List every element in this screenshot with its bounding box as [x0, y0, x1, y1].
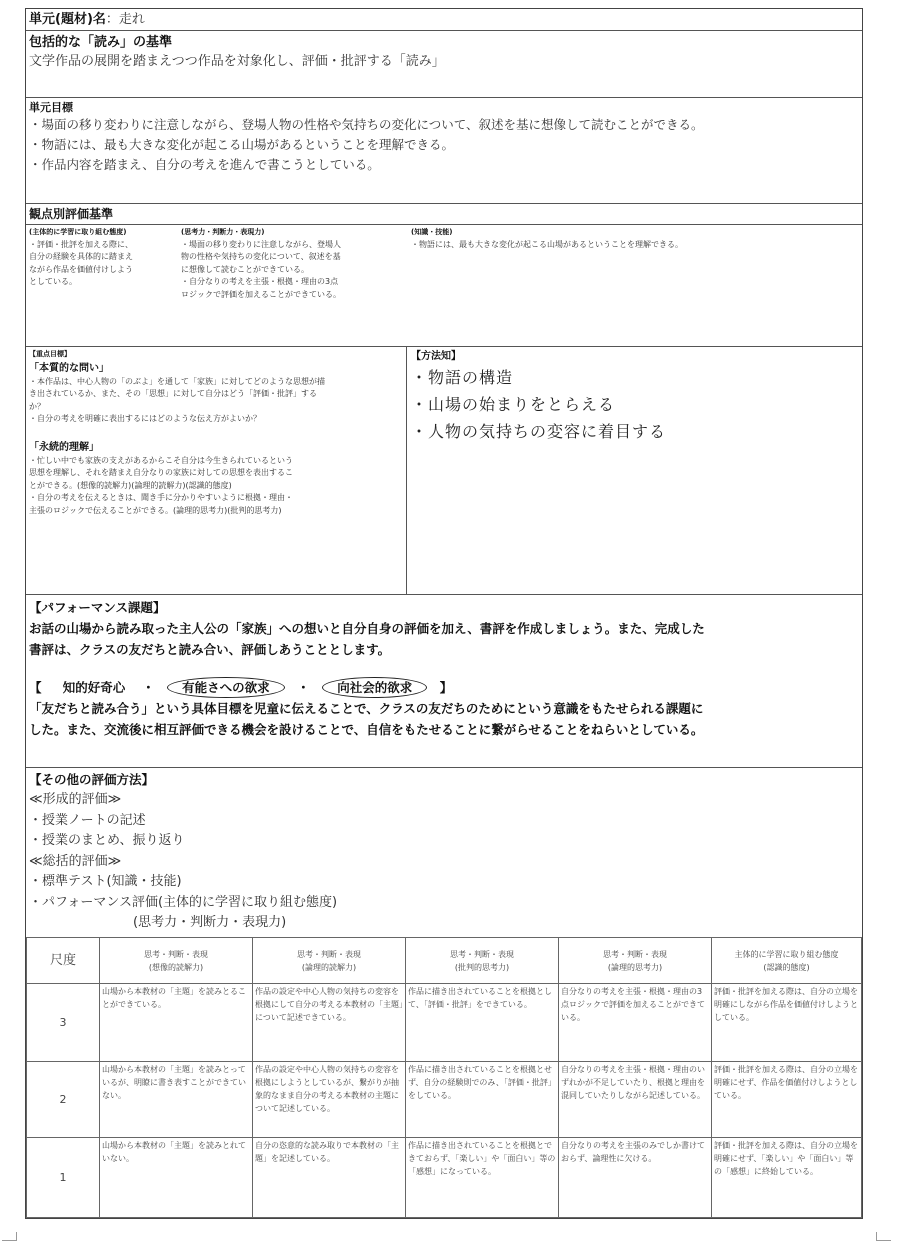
criteria-col-knowledge	[411, 227, 859, 301]
rubric-cell: 山場から本教材の「主題」を読みとっているが、明瞭に書き表すことができていない。	[100, 1062, 253, 1138]
criteria-col-title: (知識・技能)	[411, 228, 453, 236]
motive-prosocial-circled: 向社会的欲求	[322, 677, 427, 698]
rubric-cell: 作品の設定や中心人物の気持ちの変容を根拠にして自分の考える本教材の「主題」について記述できている。	[253, 984, 406, 1062]
criteria-line: としている。	[29, 277, 77, 286]
motive-separator: ・	[142, 680, 155, 695]
performance-aim-line: した。また、交流後に相互評価できる機会を設けることで、自信をもたせることに繋がらせることをねらいとしている。	[29, 722, 704, 737]
criteria-line: 物の性格や気持ちの変化について、叙述を基	[181, 252, 341, 261]
rubric-header-row	[27, 938, 862, 984]
rubric-cell: 自分なりの考えを主張のみでしか書けておらず、論理性に欠ける。	[559, 1138, 712, 1218]
performance-task-line: お話の山場から読み取った主人公の「家族」への想いと自分自身の評価を加え、書評を作成しましょう。また、完成した	[29, 621, 705, 636]
criteria-line: ・物語には、最も大きな変化が起こる山場があるということを理解できる。	[411, 239, 683, 249]
rubric-cell: 山場から本教材の「主題」を読みとることができている。	[100, 984, 253, 1062]
criteria-line: 自分の経験を具体的に踏まえ	[29, 252, 133, 261]
other-eval-line: ・授業のまとめ、振り返り	[29, 833, 185, 848]
enduring-understanding-line: 思想を理解し、それを踏まえ自分なりの家族に対しての思想を表出するこ	[29, 468, 293, 477]
unit-title-row	[26, 9, 862, 31]
performance-heading: 【パフォーマンス課題】	[29, 600, 166, 615]
method-item: ・山場の始まりをとらえる	[411, 395, 616, 414]
criteria-line: ロジックで評価を加えることができている。	[181, 289, 341, 299]
criteria-line: ながら作品を価値付けしよう	[29, 264, 133, 274]
essential-question-line: ・本作品は、中心人物の「のぶよ」を通して「家族」に対してどのような思想が描	[29, 376, 325, 386]
method-heading: 【方法知】	[411, 351, 461, 362]
criteria-heading: 観点別評価基準	[26, 204, 862, 225]
rubric-col-header: 思考・判断・表現 (論理的思考力)	[559, 938, 712, 984]
essential-question-line: か？	[29, 401, 45, 411]
unit-goals-heading: 単元目標	[29, 101, 73, 114]
criteria-col-title: (主体的に学習に取り組む態度)	[29, 228, 127, 236]
enduring-understanding-line: ・自分の考えを伝えるときは、聞き手に分かりやすいように根拠・理由・	[29, 493, 293, 502]
page-corner-mark	[876, 1232, 891, 1241]
other-eval-line: ≪形成的評価≫	[29, 792, 122, 807]
essential-question-line: き出されているか、また、その「思想」に対して自分はどう「評価・批評」する	[29, 389, 317, 398]
focus-goals	[26, 347, 407, 594]
rubric-level: 2	[27, 1062, 100, 1138]
method-knowledge	[407, 347, 862, 594]
rubric-cell: 作品に描き出されていることを根拠とせず、自分の経験則でのみ、「評価・批評」をしている。	[406, 1062, 559, 1138]
criteria-col-thinking	[181, 227, 411, 301]
performance-task-line: 書評は、クラスの友だちと読み合い、評価しあうこととします。	[29, 642, 391, 657]
other-eval-line: ・標準テスト(知識・技能)	[29, 874, 182, 889]
rubric-cell: 評価・批評を加える際は、自分の立場を明確にせず、作品を価値付けしようとしている。	[712, 1062, 862, 1138]
enduring-understanding-line: とができる。(想像的読解力)(論理的読解力)(認識的態度)	[29, 480, 232, 490]
rubric-row-level-1	[27, 1138, 862, 1218]
rubric-table	[26, 937, 862, 1218]
criteria-line: ・自分なりの考えを主張・根拠・理由の3点	[181, 277, 339, 286]
criteria-line: に想像して読むことができている。	[181, 264, 309, 274]
rubric-level: 3	[27, 984, 100, 1062]
enduring-understanding-line: 主張のロジックで伝えることができる。(論理的思考力)(批判的思考力)	[29, 505, 282, 515]
other-eval-line: (思考力・判断力・表現力)	[29, 915, 287, 930]
rubric-cell: 作品の設定や中心人物の気持ちの変容を根拠にしようとしているが、繋がりが抽象的なまま自分の考える本教材の主題について記述している。	[253, 1062, 406, 1138]
motive-bracket-close: 】	[439, 680, 453, 695]
enduring-understanding-heading: 「永続的理解」	[29, 441, 99, 453]
motive-bracket-open: 【	[29, 680, 42, 695]
essential-question-line: ・自分の考えを明確に表出するにはどのような伝え方がよいか？	[29, 414, 261, 423]
lesson-plan-document	[25, 8, 863, 1219]
criteria-line: ・評価・批評を加える際に、	[29, 239, 133, 249]
rubric-cell: 自分なりの考えを主張・根拠・理由のいずれかが不足していたり、根拠と理由を混同していたりしながら記述している。	[559, 1062, 712, 1138]
rubric-cell: 作品に描き出されていることを根拠とできておらず、「楽しい」や「面白い」等の「感想」になっている。	[406, 1138, 559, 1218]
focus-method-section	[26, 347, 862, 595]
reading-standard-text: 文学作品の展開を踏まえつつ作品を対象化し、評価・批評する「読み」	[29, 54, 445, 69]
rubric-col-header: 主体的に学習に取り組む態度 (認識的態度)	[712, 938, 862, 984]
other-eval-line: ・パフォーマンス評価(主体的に学習に取り組む態度)	[29, 894, 338, 910]
performance-task-section	[26, 595, 862, 768]
rubric-cell: 自分なりの考えを主張・根拠・理由の3点ロジックで評価を加えることができている。	[559, 984, 712, 1062]
rubric-col-header: 思考・判断・表現 (批判的思考力)	[406, 938, 559, 984]
rubric-cell: 評価・批評を加える際は、自分の立場を明確にしながら作品を価値付けしようとしている。	[712, 984, 862, 1062]
performance-aim-line: 「友だちと読み合う」という具体目標を児童に伝えることで、クラスの友だちのためにという意識をもたせられる課題に	[29, 701, 704, 716]
other-evaluation-section	[26, 768, 862, 937]
focus-heading: 【重点目標】	[29, 350, 71, 358]
unit-goal-item: ・場面の移り変わりに注意しながら、登場人物の性格や気持ちの変化について、叙述を基に想像して読むことができる。	[29, 117, 704, 132]
rubric-scale-header: 尺度	[27, 938, 100, 984]
reading-standard-section	[26, 31, 862, 98]
unit-goal-item: ・作品内容を踏まえ、自分の考えを進んで書こうとしている。	[29, 157, 380, 172]
motive-competence-circled: 有能さへの欲求	[167, 677, 285, 698]
motivation-line	[29, 677, 859, 698]
rubric-cell: 山場から本教材の「主題」を読みとれていない。	[100, 1138, 253, 1218]
rubric-cell: 評価・批評を加える際は、自分の立場を明確にせず、「楽しい」や「面白い」等の「感想」に終始している。	[712, 1138, 862, 1218]
other-eval-line: ≪総括的評価≫	[29, 853, 122, 869]
rubric-row-level-2	[27, 1062, 862, 1138]
enduring-understanding-line: ・忙しい中でも家族の支えがあるからこそ自分は今生きられているという	[29, 455, 293, 465]
other-eval-line: ・授業ノートの記述	[29, 812, 146, 828]
motive-curiosity: 知的好奇心	[62, 680, 126, 695]
rubric-row-level-3	[27, 984, 862, 1062]
unit-value: ：走れ	[105, 12, 145, 27]
rubric-cell: 作品に描き出されていることを根拠として、「評価・批評」をできている。	[406, 984, 559, 1062]
reading-standard-heading: 包括的な「読み」の基準	[29, 35, 173, 50]
motive-separator: ・	[297, 680, 310, 695]
unit-label: 単元(題材)名	[29, 12, 106, 27]
criteria-col-attitude	[29, 227, 181, 301]
page-corner-mark	[2, 1232, 17, 1241]
unit-goals-section	[26, 98, 862, 204]
criteria-col-title: (思考力・判断力・表現力)	[181, 228, 265, 236]
other-eval-heading: 【その他の評価方法】	[29, 772, 155, 787]
rubric-cell: 自分の恣意的な読み取りで本教材の「主題」を記述している。	[253, 1138, 406, 1218]
rubric-col-header: 思考・判断・表現 (想像的読解力)	[100, 938, 253, 984]
method-item: ・物語の構造	[411, 368, 514, 387]
criteria-section	[26, 204, 862, 347]
rubric-level: 1	[27, 1138, 100, 1218]
essential-question-heading: 「本質的な問い」	[29, 362, 109, 374]
rubric-col-header: 思考・判断・表現 (論理的読解力)	[253, 938, 406, 984]
method-item: ・人物の気持ちの変容に着目する	[411, 422, 667, 441]
criteria-line: ・場面の移り変わりに注意しながら、登場人	[181, 239, 341, 249]
unit-goal-item: ・物語には、最も大きな変化が起こる山場があるということを理解できる。	[29, 137, 455, 152]
criteria-columns	[29, 225, 859, 301]
